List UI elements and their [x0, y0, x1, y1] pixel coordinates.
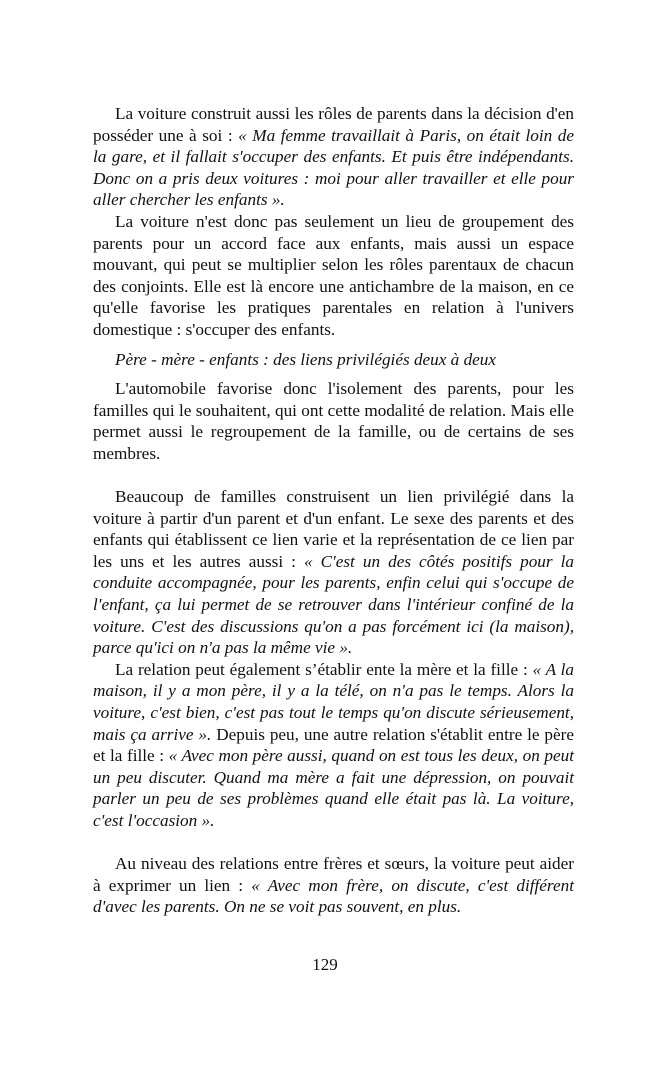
paragraph-3 [93, 378, 574, 464]
paragraph-4 [93, 486, 574, 659]
paragraph-text: Au niveau des relations entre frères et sœurs, la voiture peut aider à exprimer un lien : [93, 854, 574, 895]
paragraph-text: La voiture n'est donc pas seulement un lieu de groupement des parents pour un accord face aux enfants, mais aussi un espace mouvant, qui peut se multiplier selon les rôles parentaux de chacun des conjoints. Elle est là encore une antichambre de la maison, en ce qu'elle favorise les pratiques parentales en relation à l'univers domestique : s'occuper des enfants. [93, 211, 574, 339]
interview-quote: « C'est un des côtés positifs pour la conduite accompagnée, pour les parents, enfin celui qui s'occupe de l'enfant, ça lui permet de se retrouver dans l'intérieur confiné de la voiture. C'est des discussions qu'on a pas forcément ici (la maison), parce qu'ici on n'a pas la même vie ». [93, 551, 574, 658]
interview-quote: « A la maison, il y a mon père, il y a la télé, on n'a pas le temps. Alors la voiture, c'est bien, c'est pas tout le temps qu'on discute sérieusement, mais ça arrive ». [93, 659, 574, 744]
page-number: 129 [312, 955, 338, 974]
paragraph-text: La voiture construit aussi les rôles de parents dans la décision d'en posséder une à soi : [93, 104, 574, 145]
paragraph-text: L'automobile favorise donc l'isolement des parents, pour les familles qui le souhaitent, qui ont cette modalité de relation. Mais elle permet aussi le regroupement de la famille, ou de certains de ses membres. [93, 379, 574, 463]
page-body [93, 103, 574, 918]
paragraph-2 [93, 211, 574, 341]
paragraph-5 [93, 659, 574, 832]
paragraph-text: Beaucoup de familles construisent un lien privilégié dans la voiture à partir d'un parent et d'un enfant. Le sexe des parents et des enfants qui établissent ce lien varie et la représentation de ce lien par les uns et les autres aussi : [93, 487, 574, 571]
interview-quote: « Avec mon frère, on discute, c'est différent d'avec les parents. On ne se voit pas souvent, en plus. [93, 875, 574, 917]
paragraph-6 [93, 853, 574, 918]
section-heading [93, 349, 574, 371]
paragraph-text: La relation peut également s’établir ente la mère et la fille : [115, 659, 533, 679]
interview-quote: « Ma femme travaillait à Paris, on était loin de la gare, et il fallait s'occuper des enfants. Et puis être indépendants. Donc on a pris deux voitures : moi pour aller travailler et elle pour aller chercher les enfants ». [93, 125, 574, 210]
paragraph-text: Depuis peu, une autre relation s'établit entre le père et la fille : [93, 724, 574, 766]
paragraph-1 [93, 103, 574, 211]
interview-quote: « Avec mon père aussi, quand on est tous les deux, on peut un peu discuter. Quand ma mère a fait une dépression, on pouvait parler un peu de ses problèmes quand elle était pas là. La voiture, c'est l'occasion ». [93, 746, 574, 830]
section-heading-text: Père - mère - enfants : des liens privilégiés deux à deux [115, 349, 497, 369]
